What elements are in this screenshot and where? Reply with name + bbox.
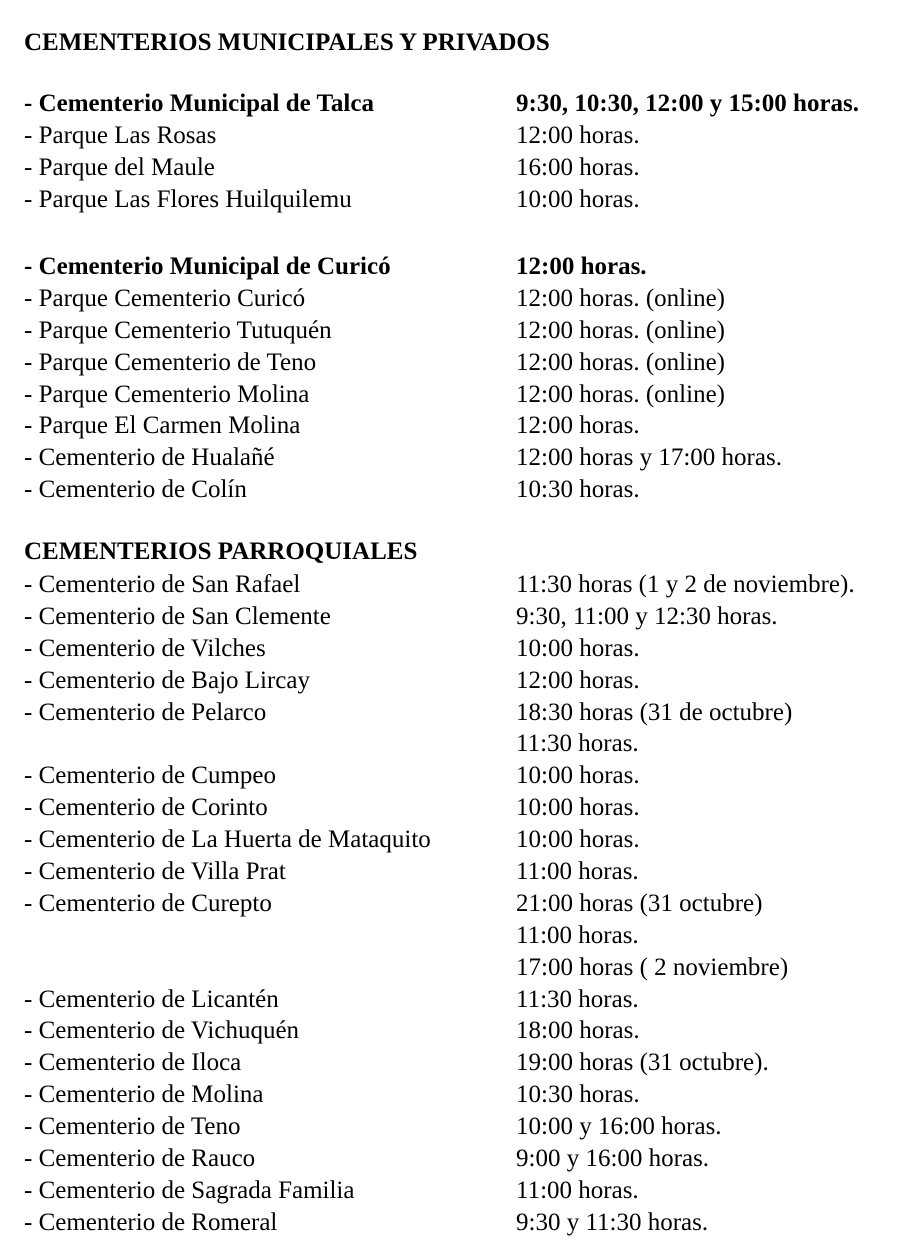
- cemetery-name: - Parque Cementerio Curicó: [24, 284, 306, 312]
- schedule-time: 18:30 horas (31 de octubre): [516, 698, 793, 726]
- schedule-time: 10:00 horas.: [516, 185, 640, 213]
- cemetery-name: - Parque Cementerio Tutuquén: [24, 316, 332, 344]
- cemetery-row: [24, 152, 914, 184]
- cemetery-row: [24, 665, 914, 697]
- schedule-time: 19:00 horas (31 octubre).: [516, 1049, 769, 1077]
- cemetery-name: - Cementerio de Bajo Lircay: [24, 666, 310, 694]
- cemetery-name: - Cementerio de Rauco: [24, 1145, 256, 1173]
- group-curico: [24, 251, 914, 506]
- schedule-time: 9:30, 11:00 y 12:30 horas.: [516, 602, 778, 630]
- cemetery-row: [24, 569, 914, 601]
- cemetery-row: [24, 315, 914, 347]
- cemetery-name: - Cementerio de Hualañé: [24, 444, 275, 472]
- cemetery-row: [24, 633, 914, 665]
- cemetery-row: [24, 824, 914, 856]
- cemetery-name: - Cementerio de San Rafael: [24, 571, 301, 598]
- cemetery-name: - Cementerio de Sagrada Familia: [24, 1176, 355, 1204]
- cemetery-row: [24, 474, 914, 506]
- cemetery-row: [24, 347, 914, 379]
- schedule-time: 10:00 horas.: [516, 762, 640, 790]
- cemetery-row-heading: [24, 88, 914, 120]
- schedule-time: 12:00 horas.: [516, 666, 640, 694]
- schedule-time: 16:00 horas.: [516, 153, 640, 181]
- cemetery-row: [24, 920, 914, 952]
- cemetery-row: [24, 1207, 914, 1239]
- schedule-time: 11:00 horas.: [516, 858, 639, 886]
- schedule-time: 10:00 horas.: [516, 634, 640, 662]
- cemetery-name: - Cementerio de Cumpeo: [24, 762, 277, 790]
- cemetery-name: - Cementerio de Corinto: [24, 794, 268, 822]
- cemetery-name: - Cementerio de Molina: [24, 1081, 264, 1109]
- cemetery-row: [24, 379, 914, 411]
- cemetery-row: [24, 442, 914, 474]
- cemetery-name: - Cementerio Municipal de Talca: [24, 90, 374, 117]
- cemetery-row: [24, 792, 914, 824]
- cemetery-name: - Cementerio de Iloca: [24, 1049, 242, 1077]
- schedule-time: 10:30 horas.: [516, 1081, 640, 1109]
- schedule-time: 11:30 horas (1 y 2 de noviembre).: [516, 571, 855, 598]
- schedule-time: 10:00 y 16:00 horas.: [516, 1113, 722, 1141]
- cemetery-name: - Cementerio de Vilches: [24, 634, 266, 662]
- cemetery-row: [24, 1143, 914, 1175]
- cemetery-name: - Parque del Maule: [24, 153, 215, 181]
- group-talca: [24, 88, 914, 216]
- schedule-time: 10:30 horas.: [516, 476, 640, 504]
- cemetery-row: [24, 601, 914, 633]
- schedule-time: 12:00 horas y 17:00 horas.: [516, 444, 782, 472]
- section-title-parroquiales: CEMENTERIOS PARROQUIALES: [24, 538, 418, 565]
- schedule-time: 17:00 horas ( 2 noviembre): [516, 953, 789, 981]
- cemetery-name: [24, 728, 516, 760]
- schedule-time: 12:00 horas. (online): [516, 316, 725, 344]
- cemetery-name: - Parque El Carmen Molina: [24, 412, 301, 440]
- cemetery-row: [24, 1015, 914, 1047]
- cemetery-name: [24, 952, 516, 984]
- schedule-time: 10:00 horas.: [516, 794, 640, 822]
- schedule-time: 10:00 horas.: [516, 826, 640, 854]
- schedule-time: 9:00 y 16:00 horas.: [516, 1145, 710, 1173]
- cemetery-row: [24, 1111, 914, 1143]
- cemetery-row: [24, 120, 914, 152]
- cemetery-name: - Parque Las Flores Huilquilemu: [24, 185, 352, 213]
- cemetery-row: [24, 184, 914, 216]
- schedule-time: 12:00 horas. (online): [516, 284, 725, 312]
- section-title-municipales: CEMENTERIOS MUNICIPALES Y PRIVADOS: [24, 29, 550, 56]
- cemetery-name: - Cementerio de Curepto: [24, 889, 272, 917]
- cemetery-row: [24, 856, 914, 888]
- cemetery-row: [24, 984, 914, 1016]
- cemetery-name: - Cementerio de Licantén: [24, 985, 279, 1013]
- cemetery-row: [24, 1079, 914, 1111]
- cemetery-row: [24, 410, 914, 442]
- cemetery-name: - Parque Cementerio Molina: [24, 380, 310, 408]
- schedule-time: 9:30, 10:30, 12:00 y 15:00 horas.: [516, 90, 860, 117]
- schedule-time: 11:00 horas.: [516, 921, 639, 949]
- cemetery-row: [24, 283, 914, 315]
- cemetery-name: - Parque Las Rosas: [24, 121, 217, 149]
- schedule-time: 21:00 horas (31 octubre): [516, 889, 763, 917]
- cemetery-row: [24, 728, 914, 760]
- group-parroquiales: [24, 569, 914, 1239]
- cemetery-row: [24, 952, 914, 984]
- cemetery-row: [24, 1047, 914, 1079]
- cemetery-name: [24, 920, 516, 952]
- schedule-time: 18:00 horas.: [516, 1017, 640, 1045]
- cemetery-name: - Cementerio de Villa Prat: [24, 858, 286, 886]
- schedule-time: 9:30 y 11:30 horas.: [516, 1208, 709, 1236]
- cemetery-row: [24, 760, 914, 792]
- cemetery-row: [24, 1175, 914, 1207]
- schedule-time: 11:30 horas.: [516, 985, 639, 1013]
- schedule-time: 12:00 horas. (online): [516, 348, 725, 376]
- schedule-time: 11:00 horas.: [516, 1176, 639, 1204]
- cemetery-name: - Parque Cementerio de Teno: [24, 348, 317, 376]
- cemetery-name: - Cementerio de Colín: [24, 476, 247, 504]
- cemetery-name: - Cementerio de La Huerta de Mataquito: [24, 826, 431, 854]
- schedule-time: 12:00 horas.: [516, 253, 647, 280]
- cemetery-name: - Cementerio de Romeral: [24, 1208, 278, 1236]
- cemetery-name: - Cementerio de Teno: [24, 1113, 241, 1141]
- cemetery-name: - Cementerio de Vichuquén: [24, 1017, 300, 1045]
- cemetery-name: - Cementerio Municipal de Curicó: [24, 253, 391, 280]
- schedule-time: 12:00 horas.: [516, 412, 640, 440]
- schedule-time: 11:30 horas.: [516, 730, 639, 758]
- cemetery-row: [24, 888, 914, 920]
- cemetery-name: - Cementerio de Pelarco: [24, 698, 267, 726]
- cemetery-row: [24, 697, 914, 729]
- schedule-time: 12:00 horas.: [516, 121, 640, 149]
- cemetery-row-heading: [24, 251, 914, 283]
- cemetery-name: - Cementerio de San Clemente: [24, 602, 331, 630]
- schedule-time: 12:00 horas. (online): [516, 380, 725, 408]
